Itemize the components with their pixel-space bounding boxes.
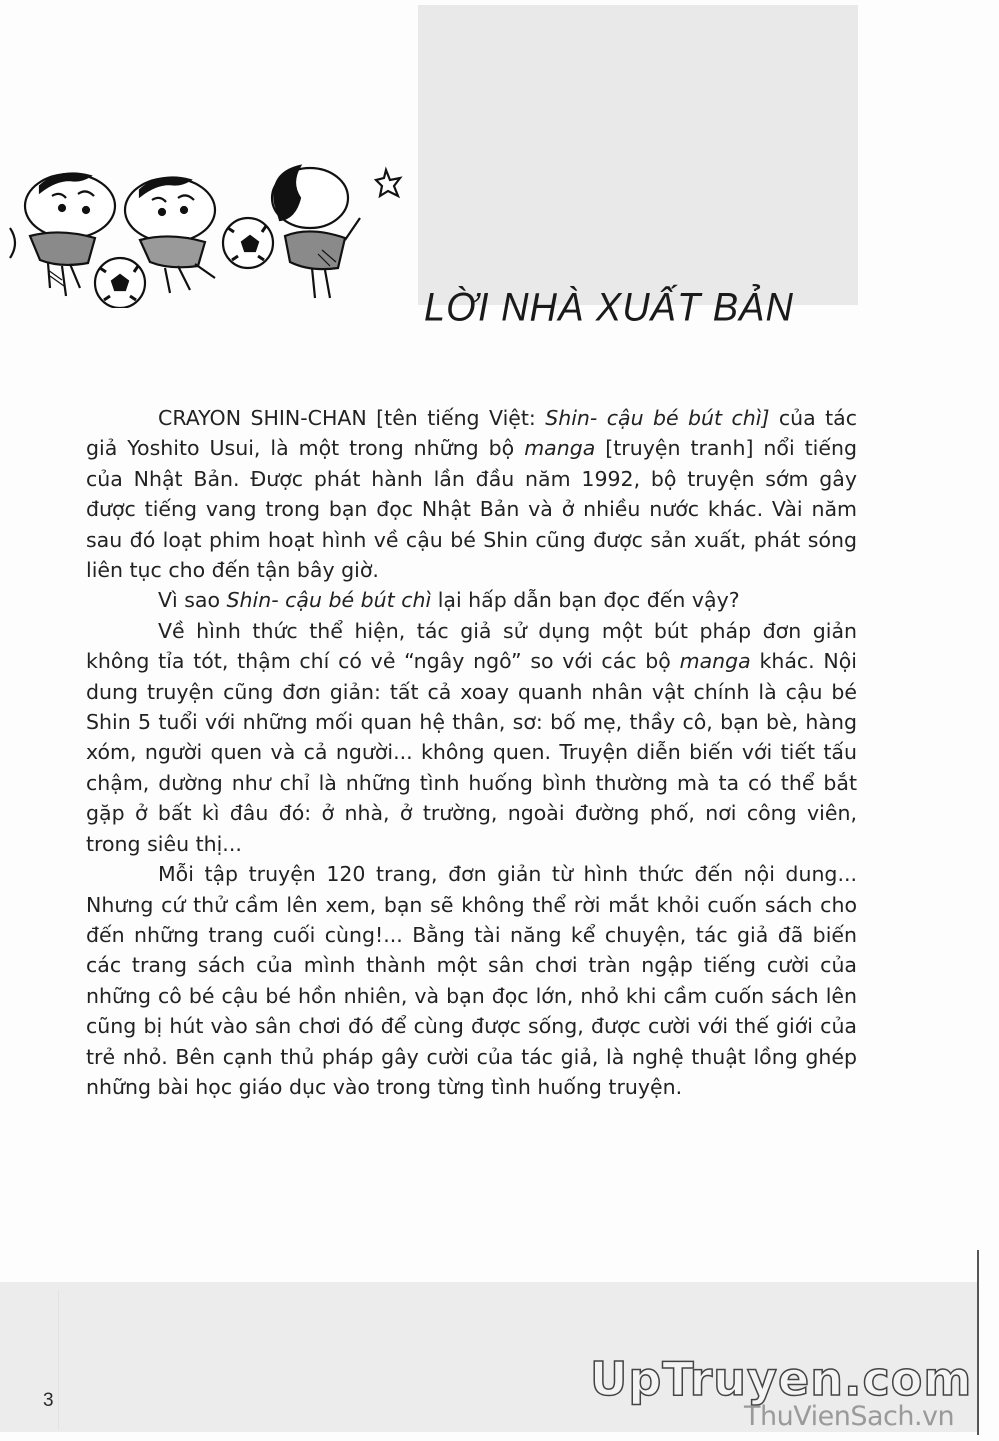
body-text [86, 403, 857, 1102]
italic-segment: manga [679, 649, 751, 674]
italic-segment: Shin- cậu bé bút chì] [545, 406, 770, 430]
paragraph-1 [86, 403, 857, 585]
shin-chan-kicking-figure-icon [272, 166, 360, 298]
text-segment: lại hấp dẫn bạn đọc đến vậy? [431, 588, 740, 613]
shin-chan-soccer-illustration [0, 158, 410, 308]
page-number: 3 [43, 1390, 54, 1411]
page-edge-rule [977, 1250, 979, 1435]
paragraph-4 [86, 859, 857, 1102]
footer-divider [58, 1290, 59, 1430]
header-gray-block [418, 5, 858, 305]
watermark-uptruyen: UpTruyen.com [590, 1352, 973, 1406]
text-segment: Mỗi tập truyện 120 trang, đơn giản từ hình thức đến nội dung... Nhưng cứ thử cầm lên xem, bạn sẽ không thể rời mắt khỏi cuốn sách cho đến những trang cuối cùng!... Bằng tài năng kể chuyện, tác giả đã biến các trang sách của mình thành một sân chơi tràn ngập tiếng cười của những cô bé cậu bé hồn nhiên, và bạn đọc lớn, nhỏ khi cầm cuốn sách lên cũng bị hút vào sân chơi đó để cùng được sống, được cười với thế giới của trẻ nhỏ. Bên cạnh thủ pháp gây cười của tác giả, là nghệ thuật lồng ghép những bài học giáo dục vào trong từng tình huống truyện. [86, 862, 857, 1099]
text-segment: [truyện tranh] nổi tiếng của Nhật Bản. Được phát hành lần đầu năm 1992, bộ truyện sớm gây được tiếng vang trong bạn đọc Nhật Bản và ở nhiều nước khác. Vài năm sau đó loạt phim hoạt hình về cậu bé Shin cũng được sản xuất, phát sóng liên tục cho đến tận bây giờ. [86, 436, 857, 583]
page-title: LỜI NHÀ XUẤT BẢN [424, 286, 794, 331]
star-icon [376, 170, 400, 196]
watermark-thuviensach: ThuVienSach.vn [744, 1401, 955, 1432]
paragraph-2 [86, 585, 857, 615]
text-segment: Vì sao [158, 588, 227, 613]
partial-figure-icon [10, 228, 15, 258]
soccer-ball-icon [95, 258, 145, 308]
italic-segment: Shin- cậu bé bút chì [226, 588, 432, 613]
text-segment: của tác giả Yoshito Usui, là một trong những bộ [86, 406, 857, 461]
text-segment: CRAYON SHIN-CHAN [tên tiếng Việt: [158, 406, 546, 430]
text-segment: khác. Nội dung truyện cũng đơn giản: tất cả xoay quanh nhân vật chính là cậu bé Shin 5 tuổi với những mối quan hệ thân, sơ: bố mẹ, thầy cô, bạn bè, hàng xóm, người quen và cả người... không quen. Truyện diễn biến với tiết tấu chậm, dường như chỉ là những tình huống bình thường mà ta có thể bắt gặp ở bất kì đâu đó: ở nhà, ở trường, ngoài đường phố, nơi công viên, trong siêu thị... [86, 649, 857, 856]
text-segment: Về hình thức thể hiện, tác giả sử dụng một bút pháp đơn giản không tỉa tót, thậm chí có vẻ “ngây ngô” so với các bộ [86, 618, 857, 674]
soccer-ball-icon [223, 218, 273, 268]
paragraph-3 [86, 616, 857, 859]
italic-segment: manga [524, 436, 596, 461]
